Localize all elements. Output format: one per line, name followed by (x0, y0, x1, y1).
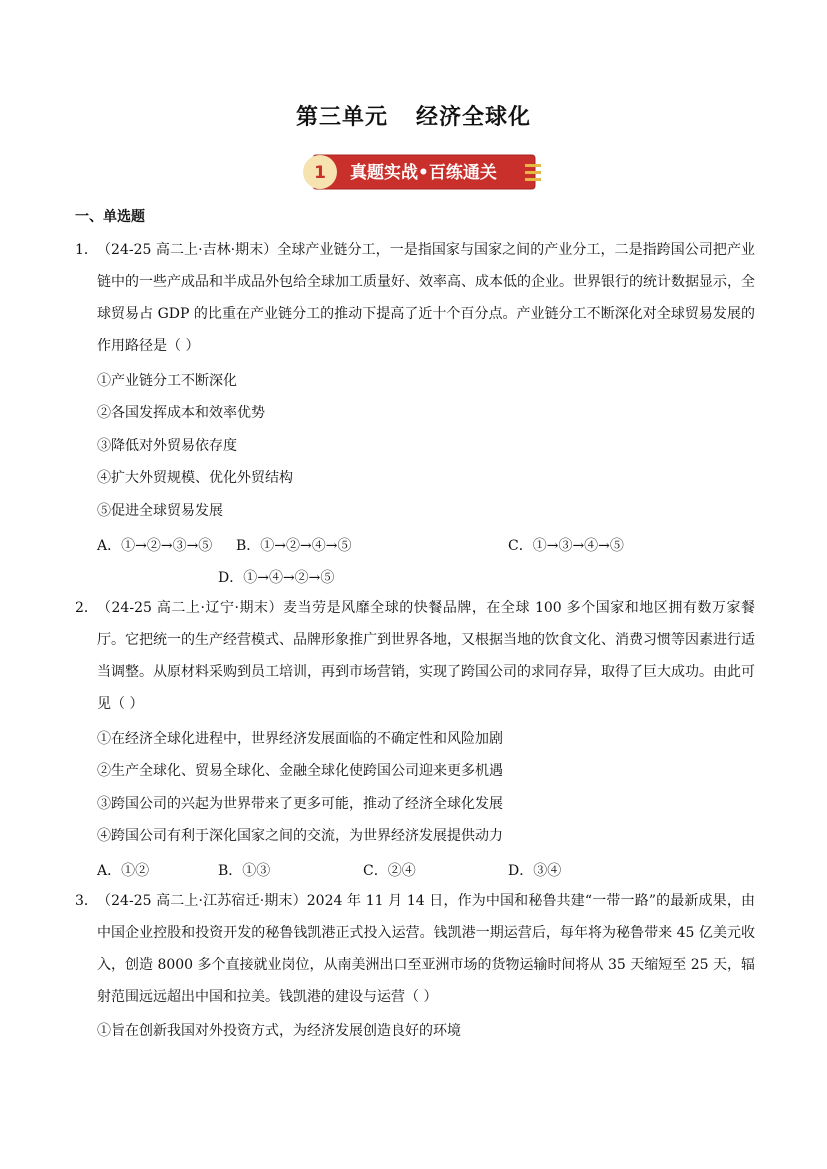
question-2-item-3: ③跨国公司的兴起为世界带来了更多可能，推动了经济全球化发展 (97, 796, 503, 812)
question-2-option-c[interactable]: C．②④ (363, 863, 416, 879)
banner-text: 真题实战•百练通关 (350, 163, 497, 183)
question-2-item-2: ②生产全球化、贸易全球化、金融全球化使跨国公司迎来更多机遇 (97, 763, 503, 779)
title-topic: 经济全球化 (416, 105, 532, 130)
question-1-item-4: ④扩大外贸规模、优化外贸结构 (97, 470, 293, 486)
question-1-item-5: ⑤促进全球贸易发展 (97, 503, 223, 519)
section-heading: 一、单选题 (75, 209, 145, 225)
question-text: （24-25 高二上·江苏宿迁·期末）2024 年 11 月 14 日，作为中国和秘鲁共建“一带一路”的最新成果，由中国企业控股和投资开发的秘鲁钱凯港正式投入运营。钱凯港一期运营后，每年将为秘鲁带来 45 亿美元收入，创造 8000 多个直接就业岗位，从南美洲出口至亚洲市场的货物运输时间将从 35 天缩短至 25 天，辐射范围远远超出中国和拉美。钱凯港的建设与运营（ ） (97, 893, 755, 1005)
title-unit: 第三单元 (295, 105, 388, 130)
question-text: （24-25 高二上·辽宁·期末）麦当劳是风靡全球的快餐品牌，在全球 100 多个国家和地区拥有数万家餐厅。它把统一的生产经营模式、品牌形象推广到世界各地，又根据当地的饮食文化、消费习惯等因素进行适当调整。从原材料采购到员工培训，再到市场营销，实现了跨国公司的求同存异，取得了巨大成功。由此可见（ ） (97, 600, 755, 712)
question-2-item-4: ④跨国公司有利于深化国家之间的交流，为世界经济发展提供动力 (97, 828, 503, 844)
banner-stripe (525, 164, 541, 167)
question-1-option-c[interactable]: C．①→③→④→⑤ (508, 538, 624, 554)
question-1-stem (75, 234, 755, 362)
question-1-option-d[interactable]: D．①→④→②→⑤ (218, 570, 335, 586)
question-2-option-b[interactable]: B．①③ (218, 863, 271, 879)
question-2-option-a[interactable]: A．①② (97, 863, 150, 879)
question-1-item-2: ②各国发挥成本和效率优势 (97, 405, 265, 421)
question-2-item-1: ①在经济全球化进程中，世界经济发展面临的不确定性和风险加剧 (97, 731, 503, 747)
question-1-item-3: ③降低对外贸易依存度 (97, 438, 237, 454)
question-1-option-b[interactable]: B．①→②→④→⑤ (236, 538, 352, 554)
question-2-stem (75, 592, 755, 720)
section-banner (303, 152, 543, 190)
question-1-option-a[interactable]: A．①→②→③→⑤ (97, 538, 213, 554)
question-3-item-1: ①旨在创新我国对外投资方式，为经济发展创造良好的环境 (97, 1023, 461, 1039)
page-title (0, 100, 827, 131)
question-2-option-d[interactable]: D．③④ (508, 863, 562, 879)
question-text: （24-25 高二上·吉林·期末）全球产业链分工，一是指国家与国家之间的产业分工，二是指跨国公司把产业链中的一些产成品和半成品外包给全球加工质量好、效率高、成本低的企业。世界银行的统计数据显示，全球贸易占 GDP 的比重在产业链分工的推动下提高了近十个百分点。产业链分工不断深化对全球贸易发展的作用路径是（ ） (97, 242, 755, 354)
banner-number: 1 (314, 163, 326, 183)
question-3-stem (75, 885, 755, 1013)
question-1-item-1: ①产业链分工不断深化 (97, 373, 237, 389)
question-number: 1． (75, 242, 98, 258)
question-number: 3． (75, 893, 98, 909)
question-number: 2． (75, 600, 98, 616)
